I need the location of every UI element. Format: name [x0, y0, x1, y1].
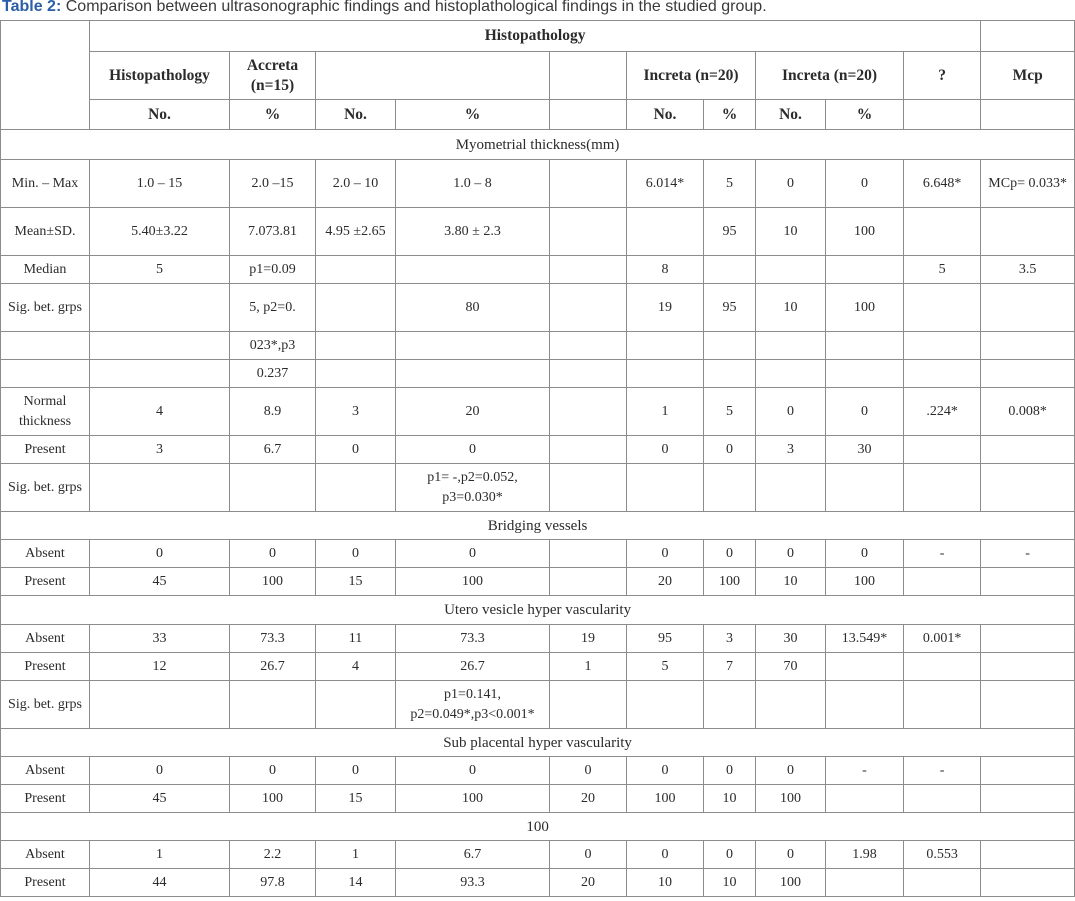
table-cell [627, 681, 704, 729]
row-label [1, 360, 90, 388]
table-cell: 0 [704, 841, 756, 869]
table-cell [90, 681, 230, 729]
table-cell: 93.3 [396, 869, 550, 897]
subheader-cell: No. [756, 100, 826, 130]
table-cell: 100 [826, 568, 904, 596]
table-cell [756, 256, 826, 284]
table-cell: 1 [550, 653, 627, 681]
table-cell: 4 [90, 388, 230, 436]
table-cell [704, 464, 756, 512]
table-cell [90, 284, 230, 332]
table-cell [550, 681, 627, 729]
row-label: Normal thickness [1, 388, 90, 436]
row-label: Absent [1, 625, 90, 653]
table-cell: 5 [704, 388, 756, 436]
table-cell: 0 [230, 757, 316, 785]
table-cell [826, 653, 904, 681]
table-row [1, 653, 1075, 681]
table-cell [396, 360, 550, 388]
table-cell [90, 464, 230, 512]
table-cell: 73.3 [396, 625, 550, 653]
subheader-blank-cell [550, 100, 627, 130]
table-cell: 30 [756, 625, 826, 653]
row-label: Present [1, 653, 90, 681]
table-cell: 20 [627, 568, 704, 596]
table-cell: 2.0 –15 [230, 160, 316, 208]
table-row [1, 841, 1075, 869]
table-cell [981, 360, 1075, 388]
row-label: Present [1, 869, 90, 897]
table-cell: 0 [90, 540, 230, 568]
section-row [1, 596, 1075, 625]
table-cell: 3.80 ± 2.3 [396, 208, 550, 256]
table-cell: 5 [904, 256, 981, 284]
table-cell [316, 332, 396, 360]
row-label: Sig. bet. grps [1, 681, 90, 729]
table-cell: 0 [627, 436, 704, 464]
table-cell: 100 [826, 208, 904, 256]
table-cell: 1.98 [826, 841, 904, 869]
table-cell: 0 [704, 436, 756, 464]
table-cell [981, 208, 1075, 256]
col-histopathology: Histopathology [90, 52, 230, 100]
table-cell: 80 [396, 284, 550, 332]
table-cell: 70 [756, 653, 826, 681]
subheader-blank-cell [904, 100, 981, 130]
table-row [1, 256, 1075, 284]
subheader-cell: No. [316, 100, 396, 130]
table-cell: 0 [756, 841, 826, 869]
table-cell: 0.008* [981, 388, 1075, 436]
table-cell [550, 360, 627, 388]
table-cell: 7 [704, 653, 756, 681]
table-cell: 0.553 [904, 841, 981, 869]
table-row [1, 388, 1075, 436]
table-cell [316, 360, 396, 388]
table-cell [981, 568, 1075, 596]
header-column-row [1, 52, 1075, 100]
table-row [1, 464, 1075, 512]
table-row [1, 332, 1075, 360]
table-cell [316, 284, 396, 332]
section-row [1, 512, 1075, 540]
row-label: Mean±SD. [1, 208, 90, 256]
table-cell: 5.40±3.22 [90, 208, 230, 256]
table-cell [550, 284, 627, 332]
table-cell: 0 [90, 757, 230, 785]
table-cell: p1=0.09 [230, 256, 316, 284]
table-cell: 19 [550, 625, 627, 653]
table-cell: 1 [627, 388, 704, 436]
table-cell [316, 256, 396, 284]
table-cell: 30 [826, 436, 904, 464]
table-cell: 0 [627, 757, 704, 785]
table-cell: 6.7 [396, 841, 550, 869]
table-cell: - [981, 540, 1075, 568]
table-cell: 3 [316, 388, 396, 436]
table-cell: 100 [230, 568, 316, 596]
subheader-row [1, 100, 1075, 130]
table-cell: 10 [627, 869, 704, 897]
table-cell: 0 [826, 160, 904, 208]
table-cell: 6.014* [627, 160, 704, 208]
table-row [1, 785, 1075, 813]
table-cell: 5, p2=0. [230, 284, 316, 332]
table-cell: 6.7 [230, 436, 316, 464]
table-row [1, 360, 1075, 388]
caption-text: Comparison between ultrasonographic findings and histoplathological findings in the studied group. [65, 0, 767, 15]
table-cell: 1 [90, 841, 230, 869]
row-label: Present [1, 436, 90, 464]
table-cell: 3 [756, 436, 826, 464]
table-cell [550, 332, 627, 360]
col-increta-1: Increta (n=20) [627, 52, 756, 100]
table-cell: MCp= 0.033* [981, 160, 1075, 208]
table-cell: 10 [756, 208, 826, 256]
table-cell: 3 [704, 625, 756, 653]
table-cell: 0 [316, 757, 396, 785]
table-cell [981, 464, 1075, 512]
table-cell: 100 [396, 785, 550, 813]
table-cell: 11 [316, 625, 396, 653]
col-accreta: Accreta (n=15) [230, 52, 316, 100]
table-cell: 4.95 ±2.65 [316, 208, 396, 256]
table-cell: 8 [627, 256, 704, 284]
subheader-cell: % [230, 100, 316, 130]
table-cell: 0 [826, 540, 904, 568]
table-cell: 0 [627, 841, 704, 869]
table-cell [981, 681, 1075, 729]
subheader-cell: % [826, 100, 904, 130]
table-cell: - [904, 757, 981, 785]
table-cell: 0 [826, 388, 904, 436]
table-cell [627, 332, 704, 360]
table-cell [704, 256, 756, 284]
table-cell [826, 332, 904, 360]
table-cell [904, 869, 981, 897]
row-label: Absent [1, 540, 90, 568]
corner-cell [1, 21, 90, 130]
subheader-cell: % [704, 100, 756, 130]
section-bridging-vessels: Bridging vessels [1, 512, 1075, 540]
table-cell: 97.8 [230, 869, 316, 897]
table-cell: 6.648* [904, 160, 981, 208]
table-cell [904, 785, 981, 813]
table-cell [316, 681, 396, 729]
subheader-blank-cell [981, 100, 1075, 130]
table-cell [550, 540, 627, 568]
col-increta-2: Increta (n=20) [756, 52, 904, 100]
table-cell [904, 284, 981, 332]
table-cell: - [904, 540, 981, 568]
table-cell: 7.073.81 [230, 208, 316, 256]
table-cell [90, 332, 230, 360]
table-cell [704, 332, 756, 360]
table-cell: 0 [756, 160, 826, 208]
row-label: Sig. bet. grps [1, 464, 90, 512]
table-cell: 2.2 [230, 841, 316, 869]
section-myometrial-thickness: Myometrial thickness(mm) [1, 130, 1075, 160]
table-cell: 0 [756, 757, 826, 785]
table-cell [826, 256, 904, 284]
table-cell [904, 568, 981, 596]
table-row [1, 160, 1075, 208]
table-cell [904, 436, 981, 464]
table-cell: .224* [904, 388, 981, 436]
table-row [1, 681, 1075, 729]
table-row [1, 208, 1075, 256]
table-cell [550, 160, 627, 208]
table-cell: 0 [396, 540, 550, 568]
table-cell: 0 [704, 757, 756, 785]
table-cell: 3 [90, 436, 230, 464]
table-row [1, 625, 1075, 653]
table-cell: 100 [704, 568, 756, 596]
section-row [1, 813, 1075, 841]
table-cell: - [826, 757, 904, 785]
section-row [1, 729, 1075, 757]
comparison-table [0, 20, 1075, 897]
table-row [1, 869, 1075, 897]
table-cell: 0 [756, 388, 826, 436]
table-cell [704, 681, 756, 729]
table-cell [316, 464, 396, 512]
table-cell [981, 869, 1075, 897]
table-cell: 100 [756, 869, 826, 897]
table-cell: 5 [704, 160, 756, 208]
table-cell [904, 681, 981, 729]
table-cell: 100 [756, 785, 826, 813]
table-cell [550, 256, 627, 284]
table-cell [981, 436, 1075, 464]
table-cell [230, 681, 316, 729]
row-label: Absent [1, 757, 90, 785]
table-cell: 26.7 [396, 653, 550, 681]
table-cell [904, 208, 981, 256]
table-cell [904, 332, 981, 360]
table-cell [627, 208, 704, 256]
table-cell [756, 681, 826, 729]
table-cell [826, 464, 904, 512]
table-cell: 100 [627, 785, 704, 813]
section-hundred: 100 [1, 813, 1075, 841]
table-cell: 0.237 [230, 360, 316, 388]
table-cell: 44 [90, 869, 230, 897]
row-label: Present [1, 568, 90, 596]
section-sub-placental: Sub placental hyper vascularity [1, 729, 1075, 757]
table-cell [627, 360, 704, 388]
subheader-cell: No. [627, 100, 704, 130]
table-row [1, 284, 1075, 332]
table-cell: 0 [550, 757, 627, 785]
header-blank-cell [550, 52, 627, 100]
table-cell: 3.5 [981, 256, 1075, 284]
table-cell: 1.0 – 8 [396, 160, 550, 208]
header-group-row [1, 21, 1075, 52]
table-cell: 0.001* [904, 625, 981, 653]
row-label: Sig. bet. grps [1, 284, 90, 332]
table-cell: 10 [756, 568, 826, 596]
table-cell [396, 332, 550, 360]
table-cell [756, 332, 826, 360]
table-cell: 0 [550, 841, 627, 869]
table-cell: 95 [704, 208, 756, 256]
table-cell [396, 256, 550, 284]
table-cell: 10 [704, 785, 756, 813]
header-blank-cell [981, 21, 1075, 52]
table-cell: 1.0 – 15 [90, 160, 230, 208]
table-cell [627, 464, 704, 512]
table-cell [981, 785, 1075, 813]
row-label: Present [1, 785, 90, 813]
subheader-cell: No. [90, 100, 230, 130]
table-cell [550, 436, 627, 464]
section-row [1, 130, 1075, 160]
table-cell: 15 [316, 568, 396, 596]
row-label [1, 332, 90, 360]
table-cell: 8.9 [230, 388, 316, 436]
table-cell [981, 757, 1075, 785]
table-cell: 0 [396, 757, 550, 785]
table-cell: 73.3 [230, 625, 316, 653]
table-cell [550, 464, 627, 512]
table-cell: 45 [90, 568, 230, 596]
table-cell [230, 464, 316, 512]
table-cell: 100 [230, 785, 316, 813]
table-cell [826, 360, 904, 388]
row-label: Min. – Max [1, 160, 90, 208]
table-cell [550, 208, 627, 256]
table-cell [756, 464, 826, 512]
table-cell: 0 [230, 540, 316, 568]
table-cell: 5 [90, 256, 230, 284]
table-cell: 0 [756, 540, 826, 568]
table-cell [981, 284, 1075, 332]
table-cell: 15 [316, 785, 396, 813]
table-cell: p1= -,p2=0.052, p3=0.030* [396, 464, 550, 512]
table-cell: 33 [90, 625, 230, 653]
table-cell: 0 [316, 436, 396, 464]
table-cell: 0 [396, 436, 550, 464]
subheader-cell: % [396, 100, 550, 130]
table-row [1, 757, 1075, 785]
table-cell: 2.0 – 10 [316, 160, 396, 208]
table-cell: 0 [316, 540, 396, 568]
table-cell [904, 653, 981, 681]
table-cell: 12 [90, 653, 230, 681]
table-cell: 10 [756, 284, 826, 332]
table-cell [550, 388, 627, 436]
table-cell [756, 360, 826, 388]
table-cell: 95 [704, 284, 756, 332]
table-cell: 14 [316, 869, 396, 897]
table-cell: 20 [396, 388, 550, 436]
table-row [1, 436, 1075, 464]
table-cell [90, 360, 230, 388]
table-caption [2, 0, 767, 16]
table-cell: p1=0.141, p2=0.049*,p3<0.001* [396, 681, 550, 729]
table-cell [904, 360, 981, 388]
table-cell [826, 681, 904, 729]
table-cell: 100 [396, 568, 550, 596]
row-label: Median [1, 256, 90, 284]
table-row [1, 568, 1075, 596]
table-cell [826, 869, 904, 897]
table-cell [826, 785, 904, 813]
table-cell: 95 [627, 625, 704, 653]
table-cell [704, 360, 756, 388]
table-cell: 19 [627, 284, 704, 332]
table-cell [981, 332, 1075, 360]
table-cell: 0 [704, 540, 756, 568]
table-cell: 1 [316, 841, 396, 869]
table-cell: 023*,p3 [230, 332, 316, 360]
row-label: Absent [1, 841, 90, 869]
table-cell: 13.549* [826, 625, 904, 653]
header-blank-cell [316, 52, 550, 100]
table-row [1, 540, 1075, 568]
section-utero-vesicle: Utero vesicle hyper vascularity [1, 596, 1075, 625]
table-cell: 4 [316, 653, 396, 681]
table-cell: 5 [627, 653, 704, 681]
table-cell: 100 [826, 284, 904, 332]
table-cell: 26.7 [230, 653, 316, 681]
table-cell [550, 568, 627, 596]
table-cell: 10 [704, 869, 756, 897]
table-cell: 20 [550, 785, 627, 813]
table-cell: 45 [90, 785, 230, 813]
histopathology-group-header: Histopathology [90, 21, 981, 52]
table-cell: 20 [550, 869, 627, 897]
caption-label: Table 2: [2, 0, 62, 15]
table-cell [981, 841, 1075, 869]
table-cell [904, 464, 981, 512]
col-question: ? [904, 52, 981, 100]
table-cell [981, 625, 1075, 653]
col-mcp: Mcp [981, 52, 1075, 100]
table-cell: 0 [627, 540, 704, 568]
table-cell [981, 653, 1075, 681]
